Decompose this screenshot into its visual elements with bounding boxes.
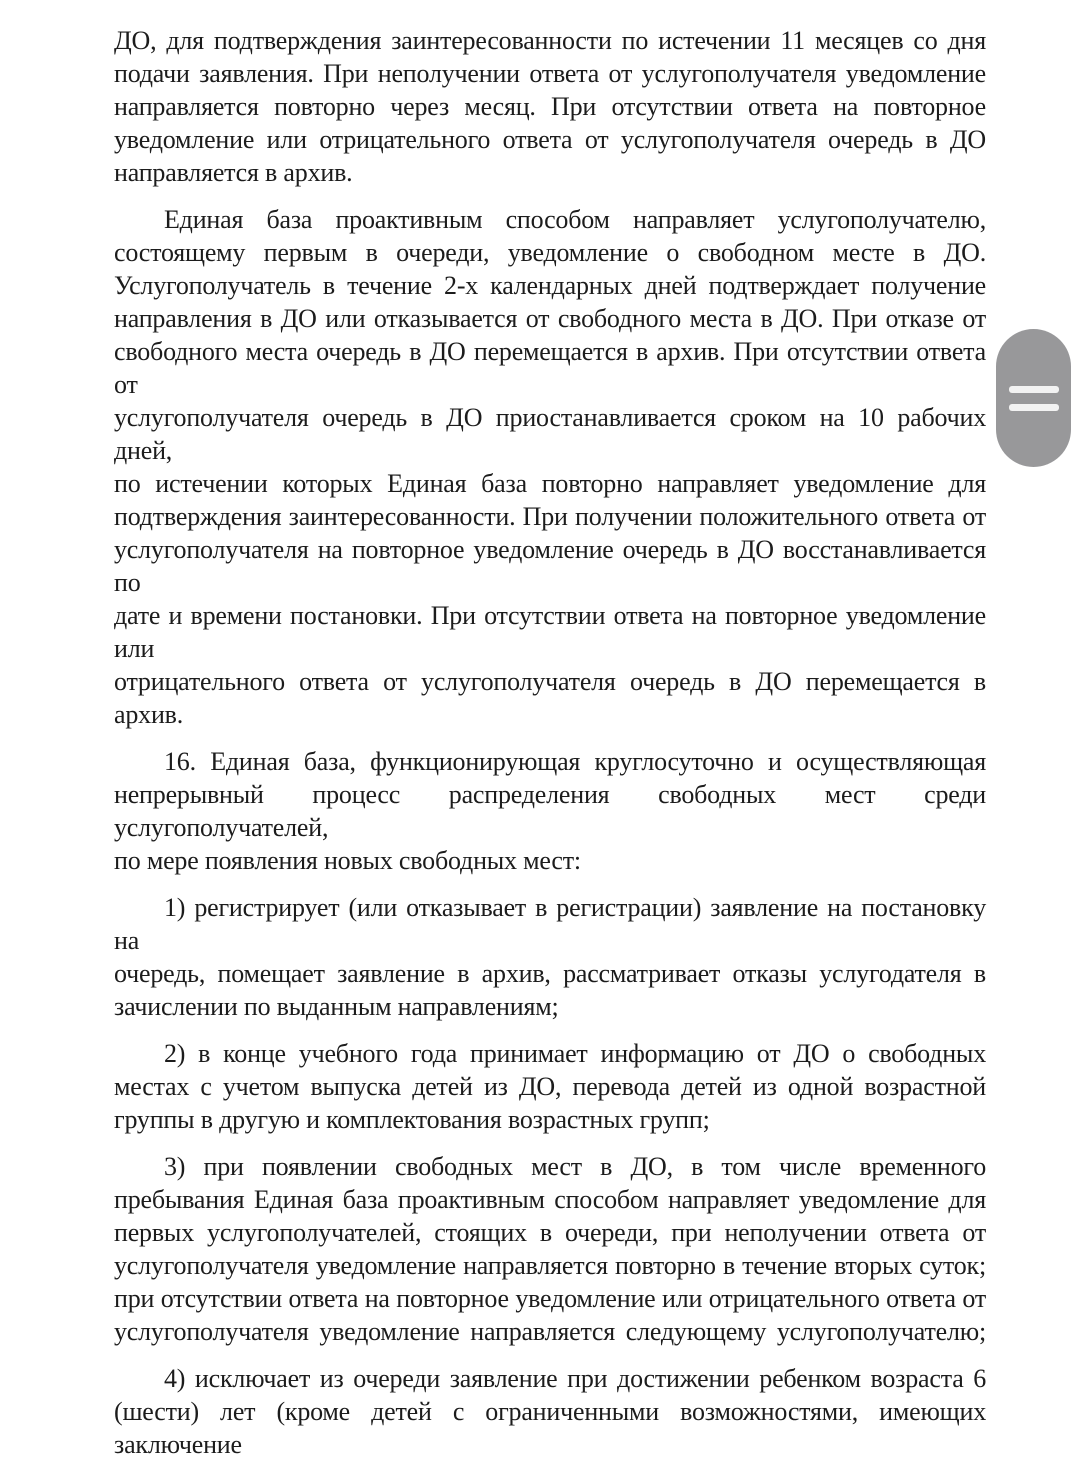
- paragraph: [114, 203, 986, 731]
- paragraph: [114, 1362, 986, 1461]
- text-line: направления в ДО или отказывается от свободного места в ДО. При отказе от: [114, 304, 986, 333]
- text-line: по мере появления новых свободных мест:: [114, 846, 581, 875]
- text-line: группы в другую и комплектования возрастных групп;: [114, 1105, 710, 1134]
- text-line: услугополучателя очередь в ДО приостанавливается сроком на 10 рабочих дней,: [114, 403, 986, 465]
- text-line: (шести) лет (кроме детей с ограниченными возможностями, имеющих заключение: [114, 1397, 986, 1459]
- text-line: состоящему первым в очереди, уведомление о свободном месте в ДО.: [114, 238, 986, 267]
- text-line: 4) исключает из очереди заявление при достижении ребенком возраста 6: [164, 1364, 986, 1393]
- paragraph: [114, 1150, 986, 1348]
- text-line: 1) регистрирует (или отказывает в регистрации) заявление на постановку на: [114, 893, 986, 955]
- text-line: по истечении которых Единая база повторно направляет уведомление для: [114, 469, 986, 498]
- text-line: местах с учетом выпуска детей из ДО, перевода детей из одной возрастной: [114, 1072, 986, 1101]
- text-line: услугополучателя уведомление направляется повторно в течение вторых суток;: [114, 1251, 986, 1280]
- text-line: пребывания Единая база проактивным способом направляет уведомление для: [114, 1185, 986, 1214]
- text-line: очередь, помещает заявление в архив, рассматривает отказы услугодателя в: [114, 959, 986, 988]
- text-line: зачислении по выданным направлениям;: [114, 992, 559, 1021]
- paragraph: [114, 24, 986, 189]
- text-line: услугополучателя уведомление направляется следующему услугополучателю;: [114, 1317, 986, 1346]
- text-line: отрицательного ответа от услугополучателя очередь в ДО перемещается в архив.: [114, 667, 986, 729]
- scroll-thumb[interactable]: [996, 329, 1071, 467]
- text-line: при отсутствии ответа на повторное уведомление или отрицательного ответа от: [114, 1284, 986, 1313]
- text-line: 16. Единая база, функционирующая круглосуточно и осуществляющая: [164, 747, 986, 776]
- drag-handle-line: [1009, 404, 1059, 411]
- text-line: непрерывный процесс распределения свободных мест среди услугополучателей,: [114, 780, 986, 842]
- text-line: направляется в архив.: [114, 158, 353, 187]
- text-line: 2) в конце учебного года принимает информацию от ДО о свободных: [164, 1039, 986, 1068]
- text-line: первых услугополучателей, стоящих в очереди, при неполучении ответа от: [114, 1218, 986, 1247]
- text-line: ДО, для подтверждения заинтересованности по истечении 11 месяцев со дня: [114, 26, 986, 55]
- paragraph: [114, 1037, 986, 1136]
- text-line: подачи заявления. При неполучении ответа от услугополучателя уведомление: [114, 59, 986, 88]
- drag-handle-icon: [1009, 386, 1059, 411]
- paragraph: [114, 891, 986, 1023]
- document-text: [114, 24, 986, 1475]
- text-line: свободного места очередь в ДО перемещается в архив. При отсутствии ответа от: [114, 337, 986, 399]
- text-line: подтверждения заинтересованности. При получении положительного ответа от: [114, 502, 986, 531]
- text-line: направляется повторно через месяц. При отсутствии ответа на повторное: [114, 92, 986, 121]
- text-line: услугополучателя на повторное уведомление очередь в ДО восстанавливается по: [114, 535, 986, 597]
- drag-handle-line: [1009, 386, 1059, 393]
- text-line: Услугополучатель в течение 2-х календарных дней подтверждает получение: [114, 271, 986, 300]
- text-line: Единая база проактивным способом направляет услугополучателю,: [164, 205, 986, 234]
- text-line: 3) при появлении свободных мест в ДО, в том числе временного: [164, 1152, 986, 1181]
- paragraph: [114, 745, 986, 877]
- text-line: дате и времени постановки. При отсутствии ответа на повторное уведомление или: [114, 601, 986, 663]
- text-line: уведомление или отрицательного ответа от услугополучателя очередь в ДО: [114, 125, 986, 154]
